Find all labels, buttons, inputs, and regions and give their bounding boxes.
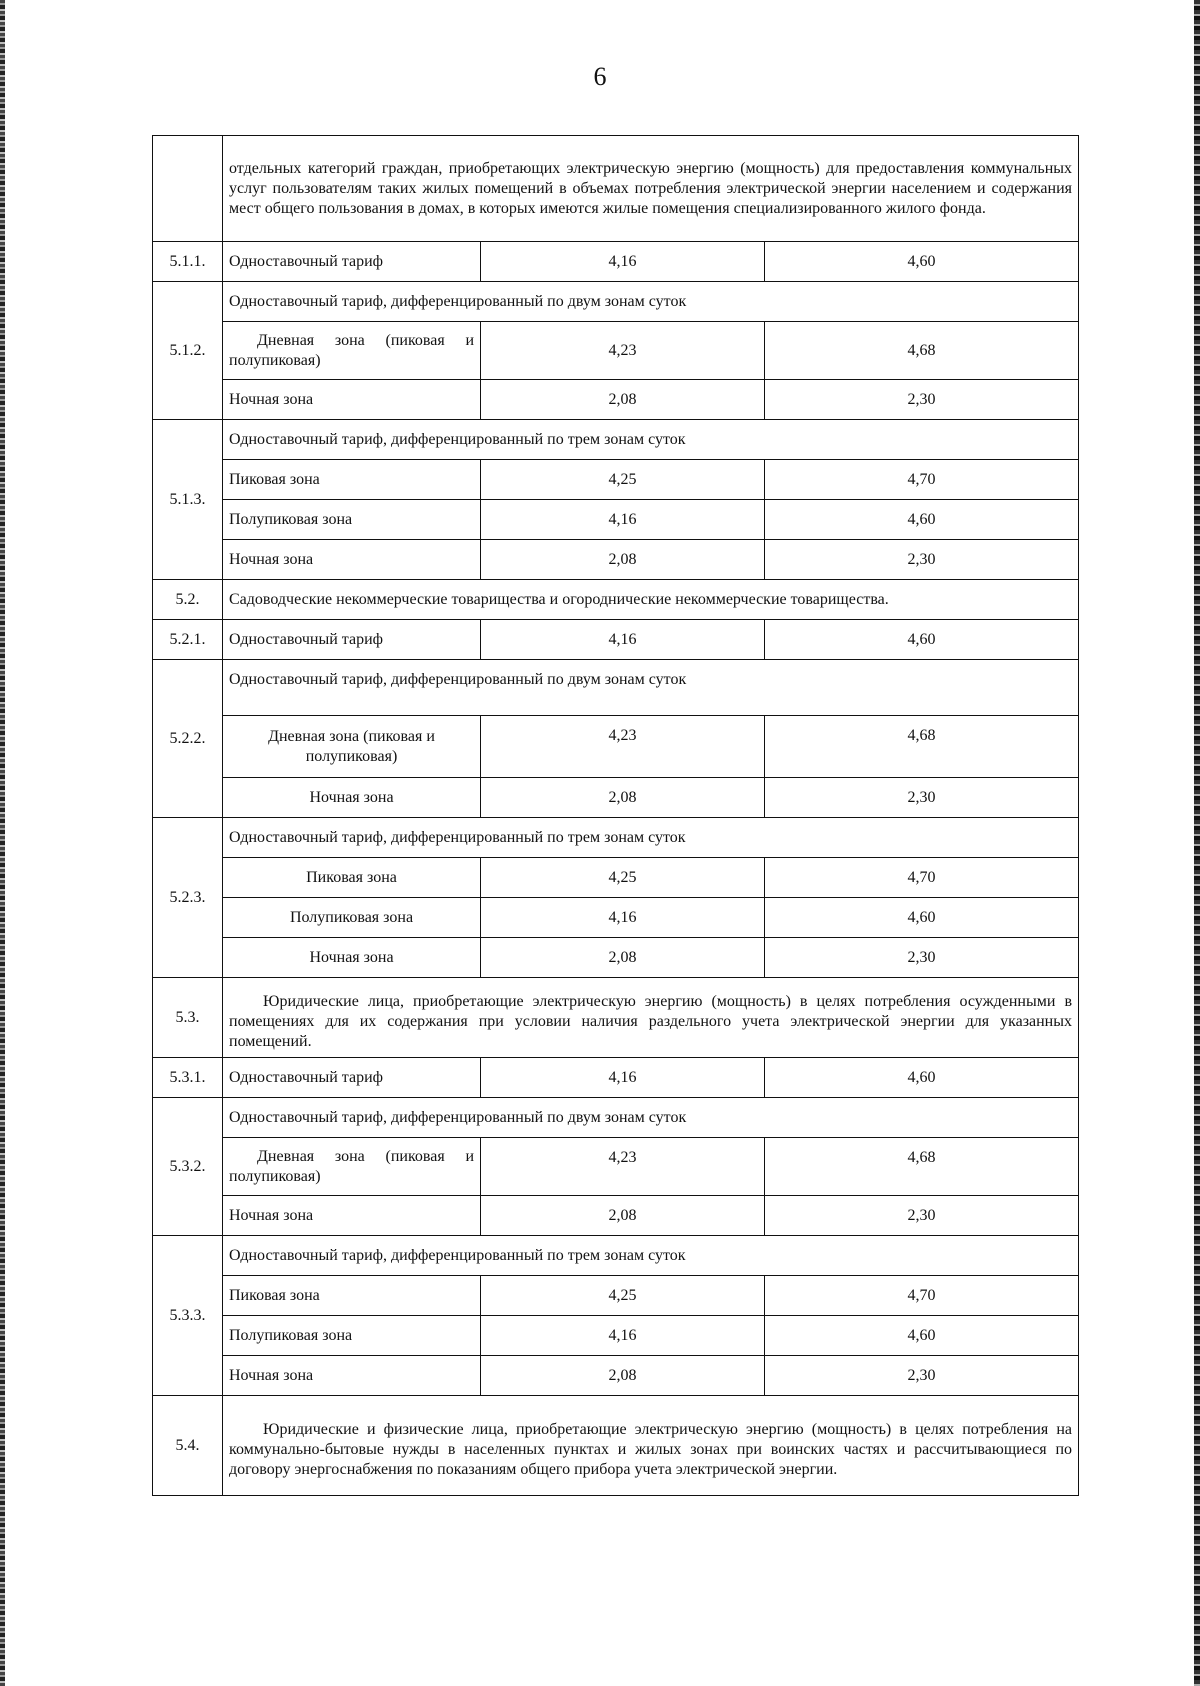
table-row (153, 1316, 1079, 1356)
table-row (153, 716, 1079, 778)
section-intro-text: отдельных категорий граждан, приобретающих электрическую энергию (мощность) для предоставления коммунальных услуг пользователям таких жилых помещений в объемах потребления электрической энергии населением и содержания мест общего пользования в домах, в которых имеются жилые помещения специализированного жилого фонда. (223, 136, 1079, 242)
table-row (153, 136, 1079, 242)
tariff-value-2: 4,60 (765, 620, 1079, 660)
tariff-value-2: 4,70 (765, 1276, 1079, 1316)
table-row (153, 858, 1079, 898)
tariff-name: Ночная зона (223, 938, 481, 978)
section-title: Юридические и физические лица, приобретающие электрическую энергию (мощность) в целях потребления на коммунально-бытовые нужды в населенных пунктах и жилых зонах при воинских частях и рассчитывающиеся по договору энергоснабжения по показаниям общего прибора учета электрической энергии. (223, 1396, 1079, 1496)
row-number: 5.1.3. (153, 420, 223, 580)
tariff-value-2: 4,60 (765, 1316, 1079, 1356)
table-row (153, 778, 1079, 818)
row-number: 5.3.2. (153, 1098, 223, 1236)
section-title: Юридические лица, приобретающие электрическую энергию (мощность) в целях потребления осужденными в помещениях для их содержания при условии наличия раздельного учета электрической энергии для указанных помещений. (223, 978, 1079, 1058)
tariff-value-2: 4,68 (765, 716, 1079, 778)
tariff-value-2: 4,60 (765, 898, 1079, 938)
tariff-value-1: 4,25 (481, 858, 765, 898)
tariff-name: Ночная зона (223, 380, 481, 420)
table-row (153, 620, 1079, 660)
table-row (153, 1098, 1079, 1138)
tariff-group-title: Одноставочный тариф, дифференцированный по двум зонам суток (223, 1098, 1079, 1138)
tariff-value-1: 4,16 (481, 620, 765, 660)
row-number: 5.3.3. (153, 1236, 223, 1396)
table-row (153, 540, 1079, 580)
table-row (153, 460, 1079, 500)
table-row (153, 1058, 1079, 1098)
row-number: 5.1.2. (153, 282, 223, 420)
tariff-value-1: 2,08 (481, 380, 765, 420)
table-row (153, 380, 1079, 420)
row-number: 5.4. (153, 1396, 223, 1496)
tariff-name: Одноставочный тариф (223, 620, 481, 660)
tariff-value-1: 2,08 (481, 1356, 765, 1396)
tariff-value-1: 4,23 (481, 322, 765, 380)
tariff-name: Дневная зона (пиковая и полупиковая) (223, 322, 481, 380)
table-row (153, 1276, 1079, 1316)
tariff-value-2: 2,30 (765, 380, 1079, 420)
row-number: 5.2.3. (153, 818, 223, 978)
table-row (153, 1196, 1079, 1236)
table-row (153, 818, 1079, 858)
table-row (153, 898, 1079, 938)
tariff-group-title: Одноставочный тариф, дифференцированный по трем зонам суток (223, 1236, 1079, 1276)
tariff-value-1: 2,08 (481, 778, 765, 818)
tariff-value-2: 4,70 (765, 460, 1079, 500)
tariff-name: Полупиковая зона (223, 1316, 481, 1356)
table-row (153, 322, 1079, 380)
row-number: 5.2. (153, 580, 223, 620)
scan-edge-right (1194, 0, 1200, 1686)
tariff-value-2: 2,30 (765, 540, 1079, 580)
tariff-value-2: 2,30 (765, 778, 1079, 818)
tariff-name: Ночная зона (223, 778, 481, 818)
table-row (153, 500, 1079, 540)
tariff-name: Ночная зона (223, 540, 481, 580)
tariff-value-1: 4,23 (481, 716, 765, 778)
tariff-value-1: 2,08 (481, 1196, 765, 1236)
table-row (153, 420, 1079, 460)
tariff-value-2: 4,68 (765, 1138, 1079, 1196)
table-row (153, 282, 1079, 322)
tariff-group-title: Одноставочный тариф, дифференцированный по трем зонам суток (223, 818, 1079, 858)
table-row (153, 1396, 1079, 1496)
table-row (153, 660, 1079, 716)
tariff-name: Полупиковая зона (223, 898, 481, 938)
tariff-table (152, 135, 1079, 1496)
table-row (153, 978, 1079, 1058)
section-title: Садоводческие некоммерческие товарищества и огороднические некоммерческие товарищества. (223, 580, 1079, 620)
tariff-value-1: 2,08 (481, 938, 765, 978)
tariff-name: Дневная зона (пиковая и полупиковая) (223, 1138, 481, 1196)
row-number (153, 136, 223, 242)
table-row (153, 1138, 1079, 1196)
tariff-name: Пиковая зона (223, 1276, 481, 1316)
tariff-value-1: 4,16 (481, 500, 765, 540)
tariff-name: Пиковая зона (223, 460, 481, 500)
tariff-name: Дневная зона (пиковая и полупиковая) (223, 716, 481, 778)
tariff-value-2: 4,60 (765, 242, 1079, 282)
tariff-name: Полупиковая зона (223, 500, 481, 540)
tariff-group-title: Одноставочный тариф, дифференцированный по двум зонам суток (223, 282, 1079, 322)
page-number: 6 (593, 62, 607, 91)
tariff-value-2: 2,30 (765, 1356, 1079, 1396)
tariff-value-2: 4,70 (765, 858, 1079, 898)
tariff-value-1: 4,25 (481, 460, 765, 500)
table-row (153, 580, 1079, 620)
tariff-value-1: 4,16 (481, 1316, 765, 1356)
tariff-value-2: 4,60 (765, 500, 1079, 540)
row-number: 5.2.2. (153, 660, 223, 818)
tariff-value-1: 4,16 (481, 242, 765, 282)
tariff-name: Ночная зона (223, 1356, 481, 1396)
tariff-value-1: 2,08 (481, 540, 765, 580)
tariff-group-title: Одноставочный тариф, дифференцированный по двум зонам суток (223, 660, 1079, 716)
tariff-value-1: 4,25 (481, 1276, 765, 1316)
tariff-value-2: 4,60 (765, 1058, 1079, 1098)
row-number: 5.2.1. (153, 620, 223, 660)
tariff-group-title: Одноставочный тариф, дифференцированный по трем зонам суток (223, 420, 1079, 460)
tariff-name: Ночная зона (223, 1196, 481, 1236)
table-row (153, 242, 1079, 282)
table-row (153, 1356, 1079, 1396)
tariff-name: Одноставочный тариф (223, 1058, 481, 1098)
tariff-value-2: 4,68 (765, 322, 1079, 380)
tariff-value-2: 2,30 (765, 1196, 1079, 1236)
table-row (153, 938, 1079, 978)
row-number: 5.1.1. (153, 242, 223, 282)
table-row (153, 1236, 1079, 1276)
tariff-name: Одноставочный тариф (223, 242, 481, 282)
scan-edge-left (0, 0, 5, 1686)
tariff-value-2: 2,30 (765, 938, 1079, 978)
tariff-value-1: 4,23 (481, 1138, 765, 1196)
tariff-name: Пиковая зона (223, 858, 481, 898)
row-number: 5.3. (153, 978, 223, 1058)
row-number: 5.3.1. (153, 1058, 223, 1098)
tariff-value-1: 4,16 (481, 1058, 765, 1098)
tariff-value-1: 4,16 (481, 898, 765, 938)
